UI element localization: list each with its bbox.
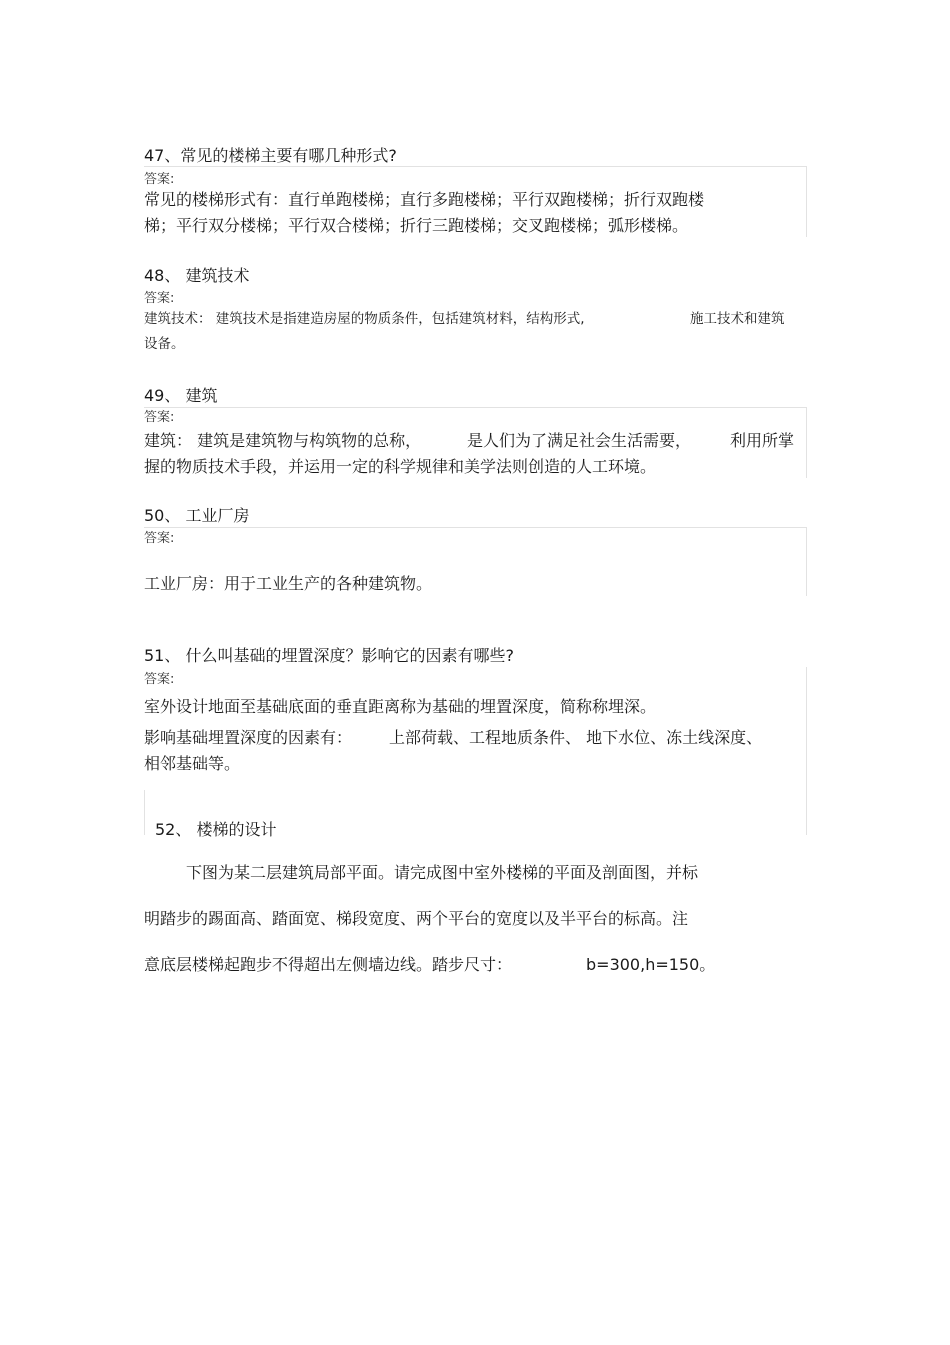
paragraph-line-1: 下图为某二层建筑局部平面。请完成图中室外楼梯的平面及剖面图，并标 (186, 863, 699, 882)
question-49-title: 49、 建筑 (144, 386, 218, 405)
answer-49-line-1b: 是人们为了满足社会生活需要， (467, 431, 692, 450)
answer-51-line-3: 相邻基础等。 (144, 754, 241, 773)
answer-50-label: 答案: (144, 531, 175, 546)
answer-49-line-1a: 建筑： 建筑是建筑物与构筑物的总称， (144, 431, 422, 450)
question-51-title: 51、 什么叫基础的埋置深度？影响它的因素有哪些? (144, 646, 514, 665)
answer-49-label: 答案: (144, 410, 175, 425)
question-47-title: 47、常见的楼梯主要有哪几种形式? (144, 146, 397, 165)
answer-50-line-1: 工业厂房：用于工业生产的各种建筑物。 (144, 574, 433, 593)
paragraph-line-3a: 意底层楼梯起跑步不得超出左侧墙边线。踏步尺寸： (144, 955, 513, 974)
question-50-title: 50、 工业厂房 (144, 506, 250, 525)
answer-51-box (144, 667, 807, 835)
answer-48-line-2: 设备。 (144, 336, 185, 352)
question-48-title: 48、 建筑技术 (144, 266, 250, 285)
paragraph-line-2: 明踏步的踢面高、踏面宽、梯段宽度、两个平台的宽度以及半平台的标高。注 (144, 909, 689, 928)
paragraph-line-3b: b=300,h=150。 (586, 955, 716, 974)
answer-47-line-1: 常见的楼梯形式有：直行单跑楼梯；直行多跑楼梯；平行双跑楼梯；折行双跑楼 (144, 190, 705, 209)
answer-47-label: 答案: (144, 172, 175, 187)
answer-51-label: 答案: (144, 672, 175, 687)
answer-51-box-left (144, 790, 145, 835)
question-52-title: 52、 楼梯的设计 (155, 820, 277, 839)
answer-48-line-1b: 施工技术和建筑 (690, 311, 785, 327)
answer-49-line-1c: 利用所掌 (730, 431, 795, 450)
answer-51-line-2a: 影响基础埋置深度的因素有： (144, 728, 353, 747)
answer-47-line-2: 梯；平行双分楼梯；平行双合楼梯；折行三跑楼梯；交叉跑楼梯；弧形楼梯。 (144, 216, 689, 235)
answer-51-line-2b: 上部荷载、工程地质条件、 地下水位、冻土线深度、 (389, 728, 763, 747)
answer-48-line-1a: 建筑技术： 建筑技术是指建造房屋的物质条件，包括建筑材料，结构形式, (144, 311, 585, 327)
answer-51-line-1: 室外设计地面至基础底面的垂直距离称为基础的埋置深度，简称称埋深。 (144, 697, 657, 716)
answer-48-label: 答案: (144, 291, 175, 306)
answer-49-line-2: 握的物质技术手段，并运用一定的科学规律和美学法则创造的人工环境。 (144, 457, 657, 476)
